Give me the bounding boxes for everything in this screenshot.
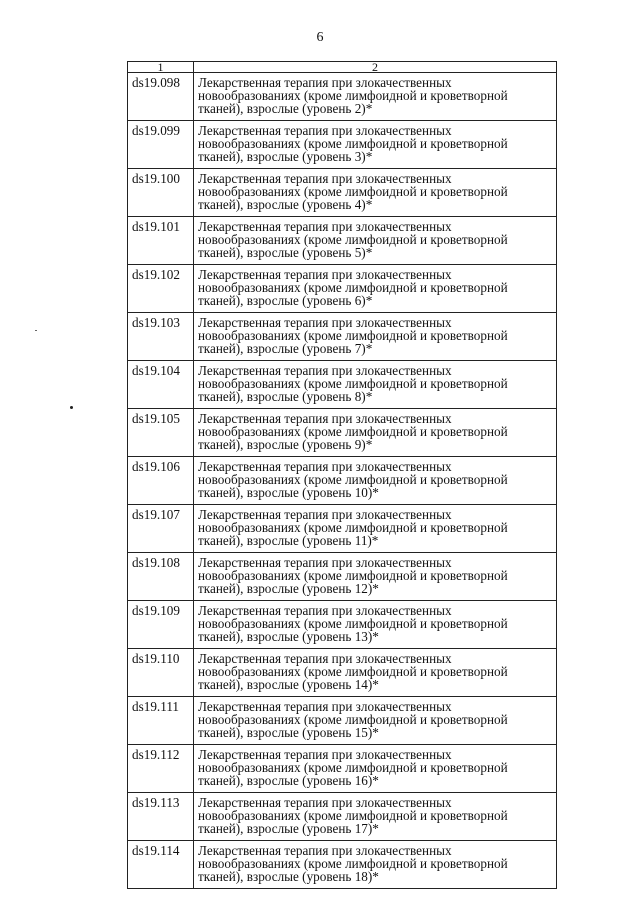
table-row xyxy=(128,505,557,553)
row-code: ds19.110 xyxy=(128,649,194,697)
description-line: тканей), взрослые (уровень 15)* xyxy=(198,725,379,740)
description-line: Лекарственная терапия при злокачественных xyxy=(198,171,452,186)
description-line: новообразованиях (кроме лимфоидной и кроветворной xyxy=(198,328,508,343)
table-row xyxy=(128,313,557,361)
table-row xyxy=(128,553,557,601)
row-code: ds19.099 xyxy=(128,121,194,169)
row-description xyxy=(194,409,557,457)
row-code: ds19.102 xyxy=(128,265,194,313)
tariff-table xyxy=(127,61,557,889)
page-number: 6 xyxy=(316,30,324,45)
row-code: ds19.109 xyxy=(128,601,194,649)
row-code: ds19.104 xyxy=(128,361,194,409)
description-line: новообразованиях (кроме лимфоидной и кроветворной xyxy=(198,232,508,247)
table-row xyxy=(128,265,557,313)
table-row xyxy=(128,457,557,505)
description-line: тканей), взрослые (уровень 16)* xyxy=(198,773,379,788)
description-line: тканей), взрослые (уровень 14)* xyxy=(198,677,379,692)
row-code: ds19.108 xyxy=(128,553,194,601)
description-line: тканей), взрослые (уровень 9)* xyxy=(198,437,373,452)
description-line: тканей), взрослые (уровень 10)* xyxy=(198,485,379,500)
row-description xyxy=(194,73,557,121)
row-description xyxy=(194,553,557,601)
table-row xyxy=(128,697,557,745)
row-code: ds19.111 xyxy=(128,697,194,745)
row-code: ds19.107 xyxy=(128,505,194,553)
row-code: ds19.100 xyxy=(128,169,194,217)
description-line: Лекарственная терапия при злокачественных xyxy=(198,795,452,810)
description-line: новообразованиях (кроме лимфоидной и кроветворной xyxy=(198,664,508,679)
description-line: новообразованиях (кроме лимфоидной и кроветворной xyxy=(198,184,508,199)
description-line: тканей), взрослые (уровень 5)* xyxy=(198,245,373,260)
row-description xyxy=(194,841,557,889)
description-line: новообразованиях (кроме лимфоидной и кроветворной xyxy=(198,856,508,871)
description-line: новообразованиях (кроме лимфоидной и кроветворной xyxy=(198,616,508,631)
row-description xyxy=(194,601,557,649)
table-row xyxy=(128,409,557,457)
table-row xyxy=(128,121,557,169)
table-row xyxy=(128,73,557,121)
description-line: тканей), взрослые (уровень 11)* xyxy=(198,533,379,548)
row-description xyxy=(194,649,557,697)
row-description xyxy=(194,697,557,745)
description-line: новообразованиях (кроме лимфоидной и кроветворной xyxy=(198,712,508,727)
description-line: новообразованиях (кроме лимфоидной и кроветворной xyxy=(198,376,508,391)
description-line: Лекарственная терапия при злокачественных xyxy=(198,315,452,330)
description-line: Лекарственная терапия при злокачественных xyxy=(198,411,452,426)
row-description xyxy=(194,121,557,169)
description-line: Лекарственная терапия при злокачественных xyxy=(198,459,452,474)
description-line: Лекарственная терапия при злокачественных xyxy=(198,555,452,570)
table-row xyxy=(128,649,557,697)
description-line: тканей), взрослые (уровень 18)* xyxy=(198,869,379,884)
row-description xyxy=(194,793,557,841)
row-description xyxy=(194,169,557,217)
row-code: ds19.106 xyxy=(128,457,194,505)
column-header-1: 1 xyxy=(128,62,194,73)
row-description xyxy=(194,745,557,793)
header-row xyxy=(128,62,557,73)
description-line: тканей), взрослые (уровень 3)* xyxy=(198,149,373,164)
row-description xyxy=(194,217,557,265)
scan-dot xyxy=(70,406,73,409)
table-row xyxy=(128,169,557,217)
row-code: ds19.103 xyxy=(128,313,194,361)
table-row xyxy=(128,361,557,409)
table-row xyxy=(128,793,557,841)
row-description xyxy=(194,361,557,409)
row-code: ds19.105 xyxy=(128,409,194,457)
description-line: Лекарственная терапия при злокачественных xyxy=(198,747,452,762)
description-line: Лекарственная терапия при злокачественных xyxy=(198,603,452,618)
scan-speck xyxy=(35,330,37,331)
description-line: Лекарственная терапия при злокачественных xyxy=(198,123,452,138)
description-line: Лекарственная терапия при злокачественных xyxy=(198,219,452,234)
row-code: ds19.114 xyxy=(128,841,194,889)
table-row xyxy=(128,601,557,649)
description-line: тканей), взрослые (уровень 4)* xyxy=(198,197,373,212)
row-code: ds19.113 xyxy=(128,793,194,841)
column-header-2: 2 xyxy=(194,62,557,73)
table-body xyxy=(128,73,557,889)
description-line: Лекарственная терапия при злокачественных xyxy=(198,507,452,522)
description-line: тканей), взрослые (уровень 2)* xyxy=(198,101,373,116)
description-line: тканей), взрослые (уровень 12)* xyxy=(198,581,379,596)
description-line: Лекарственная терапия при злокачественных xyxy=(198,843,452,858)
row-description xyxy=(194,457,557,505)
description-line: Лекарственная терапия при злокачественных xyxy=(198,75,452,90)
table-row xyxy=(128,217,557,265)
description-line: новообразованиях (кроме лимфоидной и кроветворной xyxy=(198,472,508,487)
row-code: ds19.101 xyxy=(128,217,194,265)
table-row xyxy=(128,841,557,889)
row-description xyxy=(194,313,557,361)
description-line: новообразованиях (кроме лимфоидной и кроветворной xyxy=(198,136,508,151)
description-line: новообразованиях (кроме лимфоидной и кроветворной xyxy=(198,568,508,583)
description-line: новообразованиях (кроме лимфоидной и кроветворной xyxy=(198,808,508,823)
description-line: новообразованиях (кроме лимфоидной и кроветворной xyxy=(198,88,508,103)
description-line: Лекарственная терапия при злокачественных xyxy=(198,363,452,378)
row-description xyxy=(194,505,557,553)
description-line: новообразованиях (кроме лимфоидной и кроветворной xyxy=(198,280,508,295)
row-description xyxy=(194,265,557,313)
description-line: новообразованиях (кроме лимфоидной и кроветворной xyxy=(198,520,508,535)
description-line: тканей), взрослые (уровень 7)* xyxy=(198,341,373,356)
description-line: тканей), взрослые (уровень 8)* xyxy=(198,389,373,404)
description-line: тканей), взрослые (уровень 6)* xyxy=(198,293,373,308)
description-line: Лекарственная терапия при злокачественных xyxy=(198,267,452,282)
description-line: Лекарственная терапия при злокачественных xyxy=(198,651,452,666)
row-code: ds19.112 xyxy=(128,745,194,793)
row-code: ds19.098 xyxy=(128,73,194,121)
description-line: тканей), взрослые (уровень 13)* xyxy=(198,629,379,644)
description-line: новообразованиях (кроме лимфоидной и кроветворной xyxy=(198,424,508,439)
description-line: Лекарственная терапия при злокачественных xyxy=(198,699,452,714)
table-row xyxy=(128,745,557,793)
description-line: новообразованиях (кроме лимфоидной и кроветворной xyxy=(198,760,508,775)
table-header xyxy=(128,62,557,73)
description-line: тканей), взрослые (уровень 17)* xyxy=(198,821,379,836)
